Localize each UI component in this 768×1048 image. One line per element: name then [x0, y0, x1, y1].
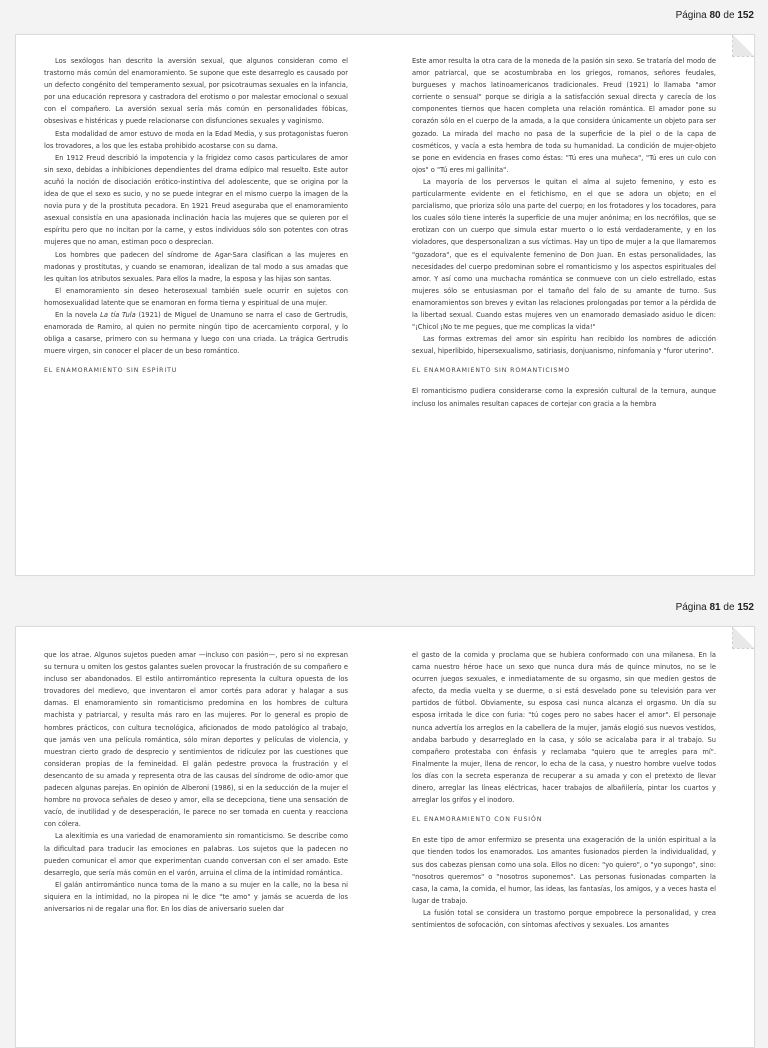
- page-number: 80: [709, 10, 721, 21]
- section-heading: EL ENAMORAMIENTO SIN ESPÍRITU: [44, 367, 178, 375]
- page-total: 152: [737, 10, 754, 21]
- paragraph: Los hombres que padecen del síndrome de Agar-Sara clasifican a las mujeres en madonas y prostitutas, y cuando se enamoran, idealizan de tal modo a sus amadas que les quitan los atributos sexuales. Para ellos la madre, la esposa y las hijas son santas.: [44, 250, 348, 283]
- page-fold-corner-icon: [732, 627, 754, 649]
- paragraph: La mayoría de los perversos le quitan el alma al sujeto femenino, y esto es particularmente evidente en el fetichismo, en el que se adora un objeto; en el parcialismo, que prioriza sólo una parte del cuerpo; en los frotadores y los tocadores, para los cuales sólo tiene interés la superficie de una mujer anónima; en los necrófilos, que se erotizan con un cuerpo que simula estar muerto o lo está verdaderamente, y en los violadores, que despersonalizan a sus víctimas. Hay un tipo de mujer a la que llamaremos "gozadora", que es el equivalente femenino de Don Juan. En estas personalidades, las necesidades del cuerpo predominan sobre el romanticismo y los aspectos espirituales del amor. Y así como una muchacha romántica se conmueve con un cielo estrellado, estas mujeres sólo se entusiasman por el tamaño del falo de su amante de turno. Sus enamoramientos son breves y evitan las relaciones prolongadas por temor a la pérdida de la libertad sexual. Cuando estas mujeres ven un enamorado demasiado asiduo le dicen: "¡Chicol ¡No te me pegues, que me complicas la vida!": [412, 177, 716, 332]
- paragraph-text: En la novela: [55, 310, 101, 319]
- paragraph: Este amor resulta la otra cara de la moneda de la pasión sin sexo. Se trataría del modo de amor patriarcal, que se acostumbraba en los griegos, romanos, señores feudales, burgueses y machos latinoamericanos tradicionales. Freud (1921) lo llamaba "amor corriente o sensual" porque se dirigía a la satisfacción sexual directa y carecía de los componentes tiernos que hacen completa una relación romántica. El amador pone su corazón sólo en el cuerpo de la amada, a la que considera únicamente un objeto para ser gozado. La mirada del macho no pasa de la superficie de la piel o de la capa de cosméticos, y vacía a esta hembra de toda su humanidad. La condición de mujer-objeto se pone en evidencia en frases como éstas: "Tú eres una muñeca", "Tú eres un culo con ojos" o "Tú eres mi gallinita".: [412, 57, 716, 174]
- paragraph: En 1912 Freud describió la impotencia y la frigidez como casos particulares de amor sin sexo, debidas a inhibiciones dependientes del drama edípico mal resuelto. Este autor acuñó la noción de disociación erótico-instintiva del adolescente, que se origina por la idea de que el sexo es sucio, y no se puede integrar en el mismo cuerpo la imagen de la novia pura y de la prostituta pecadora. En 1921 Freud aseguraba que el enamoramiento asexual consistía en una apasionada inclinación hacia las mujeres que se quieren por el espíritu pero que no incitan por la carne, y estos individuos sólo son potentes con otras mujeres que no aman, estiman poco o desprecian.: [44, 153, 348, 247]
- left-column: [44, 649, 348, 915]
- paragraph: El galán antirromántico nunca toma de la mano a su mujer en la calle, no la besa ni siquiera en la intimidad, no la piropea ni le dice "te amo" y jamás se acuerda de los aniversarios ni de regalar una flor. En los días de aniversario suelen dar: [44, 880, 348, 913]
- paragraph: el gasto de la comida y proclama que se hubiera conformado con una milanesa. En la cama nuestro héroe hace un sexo que nunca dura más de quince minutos, no se le ocurren juegos sexuales, e inmediatamente de su orgasmo, sin que medien gestos de afecto, da media vuelta y se duerme, o si está desvelado pone su televisión para ver partidos de fútbol. Obviamente, su esposa casi nunca alcanza el orgasmo. Un día su esposa irritada le dice con furia: "tú coges pero no sabes hacer el amor". El personaje nunca advertía los arreglos en la cabellera de la mujer, jamás elogió sus nuevos vestidos, andaba barbudo y desarreglado en la casa, y sólo se acicalaba para ir al trabajo. Su compañero protestaba con énfasis y reclamaba "quiero que te arregles para mí". Finalmente la mujer, llena de rencor, lo echa de la casa, y nuestro hombre vuelve todos los días con la secreta esperanza de recuperar a su amada y con el pretexto de llevar dinero, arreglar las líneas eléctricas, hacer trabajos de albañilería, pintar los cuartos y arreglar los grifos y el inodoro.: [412, 651, 716, 805]
- page-label-word: Página: [675, 10, 707, 21]
- paragraph: El romanticismo pudiera considerarse como la expresión cultural de la ternura, aunque incluso los animales resultan capaces de cortejar con gracia a la hembra: [412, 387, 716, 408]
- page-indicator-80: [676, 10, 754, 21]
- paragraph: Las formas extremas del amor sin espíritu han recibido los nombres de adicción sexual, hiperlibido, hipersexualismo, satiriasis, donjuanismo, ninfomanía y "furor uterino".: [412, 335, 716, 356]
- book-title: La tía Tula: [100, 310, 136, 319]
- right-column: [412, 55, 716, 410]
- paragraph: que los atrae. Algunos sujetos pueden amar —incluso con pasión—, pero si no expresan su ternura u omiten los gestos galantes suelen provocar la frustración de su compañero e incluso ser abandonados. El estilo antirromántico representa la cultura opuesta de los trovadores del medievo, que inventaron el amor cortés para adorar y halagar a sus damas. El enamoramiento sin romanticismo predomina en los hombres de cultura machista y patriarcal, y resulta más raro en las mujeres. Por lo general es propio de hombres prácticos, con cultura tecnológica, aficionados de modo patológico al trabajo, que jamás ven una película romántica, sólo miran deportes y películas de violencia, y muestran cierto grado de desprecio y sentimientos de ridículez por las cuestiones que consideran propias de la femineidad. El galán pedestre provoca la frustración y el desencanto de su amada y representa otra de las causas del síndrome de odio-amor que padecen algunas parejas. En opinión de Alberoni (1986), si en la seducción de la mujer el hombre no provoca señales de deseo y amor, ella se decepciona, tiene una sensación de vacío, de inutilidad y de desesperación, le parece no ser tomada en cuenta y reacciona con cólera.: [44, 651, 348, 829]
- section-heading: EL ENAMORAMIENTO SIN ROMANTICISMO: [412, 367, 571, 375]
- document-page-80: [15, 34, 755, 576]
- paragraph: La alexitimia es una variedad de enamoramiento sin romanticismo. Se describe como la dificultad para traducir las emociones en palabras. Los sujetos que la padecen no pueden comunicar el amor que experimentan cuando conversan con el ser amado. Este desarreglo, que sería más común en el varón, arruina el clima de la intimidad romántica.: [44, 832, 348, 877]
- section-heading: EL ENAMORAMIENTO CON FUSIÓN: [412, 816, 543, 824]
- left-column: [44, 55, 348, 385]
- paragraph: Esta modalidad de amor estuvo de moda en la Edad Media, y sus protagonistas fueron los trovadores, a los que les estaba prohibido acostarse con su dama.: [44, 129, 348, 150]
- page-of-word: de: [723, 602, 735, 613]
- paragraph: Los sexólogos han descrito la aversión sexual, que algunos consideran como el trastorno más común del enamoramiento. Se supone que este desarreglo es causado por un defecto congénito del temperamento sexual, por psicotraumas sexuales en la infancia, por una educación represora y castradora del erotismo o por malestar emocional o sexual con el compañero. La aversión sexual sería más común en personalidades fóbicas, obsesivas e histéricas y puede relacionarse con disfunciones sexuales y vaginismo.: [44, 57, 348, 126]
- paragraph: El enamoramiento sin deseo heterosexual también suele ocurrir en sujetos con homosexualidad latente que se enamoran en forma tierna y espiritual de una mujer.: [44, 286, 348, 307]
- right-column: [412, 649, 716, 931]
- page-label-word: Página: [675, 602, 707, 613]
- paragraph: [44, 309, 348, 357]
- page-number: 81: [709, 602, 721, 613]
- page-indicator-81: [676, 602, 754, 613]
- page-of-word: de: [723, 10, 735, 21]
- paragraph-text: (1921) de Miguel de Unamuno se narra el caso de Gertrudis, enamorada de Ramiro, al quien no permite ningún tipo de acercamiento corporal, y lo obliga a casarse, primero con su hermana y luego con una criada. La trágica Gertrudis muere virgen, sin conocer el placer de un beso romántico.: [44, 310, 349, 356]
- paragraph: La fusión total se considera un trastorno porque empobrece la personalidad, y crea sentimientos de sofocación, con síntomas afectivos y sexuales. Los amantes: [412, 908, 716, 929]
- page-total: 152: [737, 602, 754, 613]
- document-page-81: [15, 626, 755, 1048]
- paragraph: En este tipo de amor enfermizo se presenta una exageración de la unión espiritual a la que tienden todos los enamorados. Los amantes fusionados pierden la individualidad, y sus dos cabezas piensan como una sola. Ellos no dicen: "yo quiero", o "yo supongo", sino: "nosotros queremos" o "nosotros suponemos". Las personas fusionadas comparten la casa, la cama, la comida, el humor, las ideas, las fantasías, los amigos, y a veces hasta el lugar de trabajo.: [412, 836, 716, 905]
- page-fold-corner-icon: [732, 35, 754, 57]
